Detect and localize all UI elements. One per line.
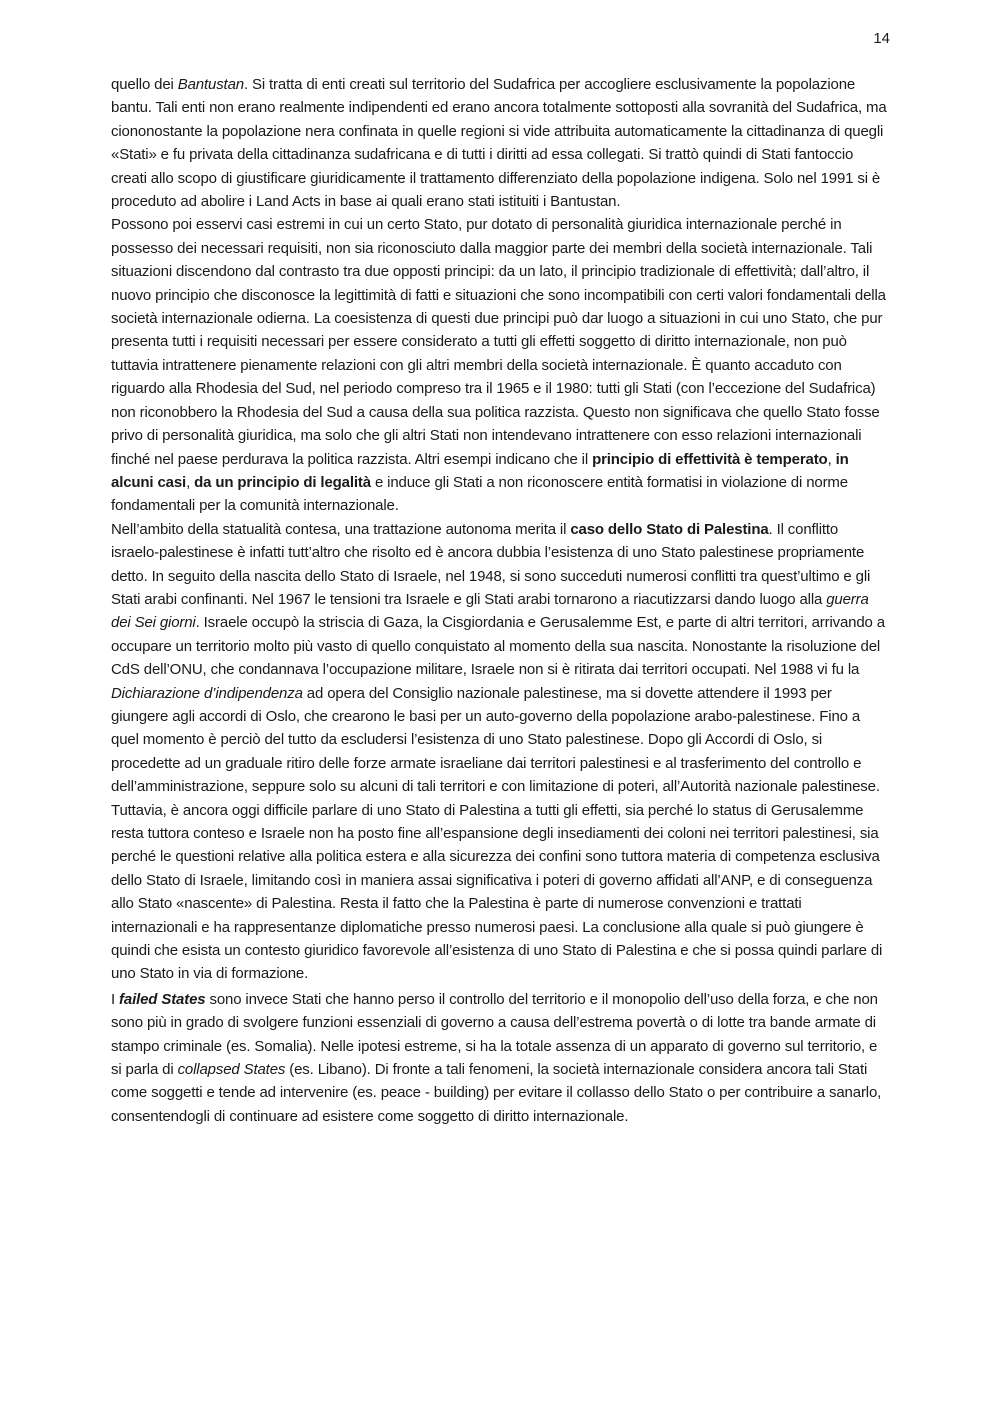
text-run: . Il conflitto israelo-palestinese è infatti tutt’altro che risolto ed è ancora dubbia l’esistenza di uno Stato palestinese propriamente detto. In seguito della nascita dello Stato di Israele, nel 1948, si sono succeduti numerosi conflitti tra quest’ultimo e gli Stati arabi confinanti. Nel 1967 le tensioni tra Israele e gli Stati arabi tornarono a riacutizzarsi dando luogo alla	[111, 520, 871, 608]
italic-term: Bantustan	[177, 76, 244, 93]
paragraph-palestine	[111, 518, 889, 986]
paragraph-failed-states	[111, 988, 889, 1128]
text-run: . Israele occupò la striscia di Gaza, la Cisgiordania e Gerusalemme Est, e parte di altri territori, arrivando a occupare un territorio molto più vasto di quello conquistato al momento della sua nascita. Nonostante la risoluzione del CdS dell’ONU, che condannava l’occupazione militare, Israele non si è ritirata dai territori occupati. Nel 1988 vi fu la	[111, 614, 885, 679]
text-run: sono invece Stati che hanno perso il controllo del territorio e il monopolio dell’uso della forza, e che non sono più in grado di svolgere funzioni essenziali di governo a causa dell’estrema povertà o di lotte tra bande armate di stampo criminale (es. Somalia). Nelle ipotesi estreme, si ha la totale assenza di un apparato di governo sul territorio, e si parla di	[111, 990, 878, 1079]
italic-term: guerra dei Sei giorni	[111, 590, 869, 632]
text-run: ,	[186, 473, 195, 491]
page-number: 14	[873, 30, 890, 47]
text-run: ,	[827, 450, 836, 468]
page-body	[111, 73, 889, 1128]
bold-term: in alcuni casi	[111, 450, 849, 491]
text-run: I	[111, 990, 120, 1008]
text-run: . Si tratta di enti creati sul territorio del Sudafrica per accogliere esclusivamente la popolazione bantu. Tali enti non erano realmente indipendenti ed erano ancora totalmente sottoposti alla sovranità del Sudafrica, ma ciononostante la popolazione nera confinata in quelle regioni si vide attribuita automaticamente la cittadinanza di quegli «Stati» e fu privata della cittadinanza sudafricana e di tutti i diritti ad essa collegati. Si trattò quindi di Stati fantoccio creati allo scopo di giustificare giuridicamente il trattamento differenziato della popolazione indigena. Solo nel 1991 si è proceduto ad abolire i Land Acts in base ai quali erano stati istituiti i Bantustan.	[111, 76, 887, 211]
text-run: Possono poi esservi casi estremi in cui un certo Stato, pur dotato di personalità giuridica internazionale perché in possesso dei necessari requisiti, non sia riconosciuto dalla maggior parte dei membri della società internazionale. Tali situazioni discendono dal contrasto tra due opposti principi: da un lato, il principio tradizionale di effettività; dall’altro, il nuovo principio che disconosce la legittimità di fatti e situazioni che sono incompatibili con certi valori fondamentali della società internazionale odierna. La coesistenza di questi due principi può dar luogo a situazioni in cui uno Stato, che pur presenta tutti i requisiti necessari per essere considerato a tutti gli effetti soggetto di diritto internazionale, non può tuttavia intrattenere pienamente relazioni con gli altri membri della società internazionale. È quanto accaduto con riguardo alla Rhodesia del Sud, nel periodo compreso tra il 1965 e il 1980: tutti gli Stati (con l’eccezione del Sudafrica) non riconobbero la Rhodesia del Sud a causa della sua politica razzista. Questo non significava che quello Stato fosse privo di personalità giuridica, ma solo che gli altri Stati non intendevano intrattenere con esso relazioni internazionali finché nel paese perdurava la politica razzista. Altri esempi indicano che il	[111, 216, 886, 468]
italic-term: collapsed States	[177, 1061, 286, 1079]
paragraph-bantustan	[111, 73, 889, 213]
text-run: quello dei	[111, 76, 178, 93]
text-run: Nell’ambito della statualità contesa, una trattazione autonoma merita il	[111, 520, 571, 538]
text-run: (es. Libano). Di fronte a tali fenomeni, la società internazionale considera ancora tali Stati come soggetti e tende ad intervenire (es. peace - building) per evitare il collasso dello Stato o per contribuire a sanarlo, consentendogli di continuare ad esistere come soggetto di diritto internazionale.	[111, 1061, 882, 1125]
bold-term: caso dello Stato di Palestina	[570, 520, 769, 538]
italic-term: Dichiarazione d’indipendenza	[111, 684, 303, 702]
bold-term: principio di effettività è temperato	[592, 450, 828, 468]
text-run: e induce gli Stati a non riconoscere entità formatisi in violazione di norme fondamentali per la comunità internazionale.	[111, 473, 848, 515]
bold-italic-term: failed States	[119, 990, 206, 1008]
bold-term: da un principio di legalità	[194, 473, 371, 491]
text-run: ad opera del Consiglio nazionale palestinese, ma si dovette attendere il 1993 per giungere agli accordi di Oslo, che crearono le basi per un auto-governo della popolazione arabo-palestinese. Fino a quel momento è perciò del tutto da escludersi l’esistenza di uno Stato palestinese. Dopo gli Accordi di Oslo, si procedette ad un graduale ritiro delle forze armate israeliane dai territori palestinesi e al trasferimento del controllo e dell’amministrazione, seppure solo su alcuni di tali territori e con limitazione di poteri, all’Autorità nazionale palestinese. Tuttavia, è ancora oggi difficile parlare di uno Stato di Palestina a tutti gli effetti, sia perché lo status di Gerusalemme resta tuttora conteso e Israele non ha posto fine all’espansione degli insediamenti dei coloni nei territori palestinesi, sia perché le questioni relative alla politica estera e alla sicurezza dei confini sono tuttora materia di competenza esclusiva dello Stato di Israele, limitando così in maniera assai significativa i poteri di governo affidati all’ANP, e di conseguenza allo Stato «nascente» di Palestina. Resta il fatto che la Palestina è parte di numerose convenzioni e trattati internazionali e ha rappresentanze diplomatiche presso numerosi paesi. La conclusione alla quale si può giungere è quindi che esista un contesto giuridico favorevole all’esistenza di uno Stato di Palestina e che si possa quindi parlare di uno Stato in via di formazione.	[111, 684, 883, 983]
paragraph-non-recognition	[111, 213, 889, 517]
